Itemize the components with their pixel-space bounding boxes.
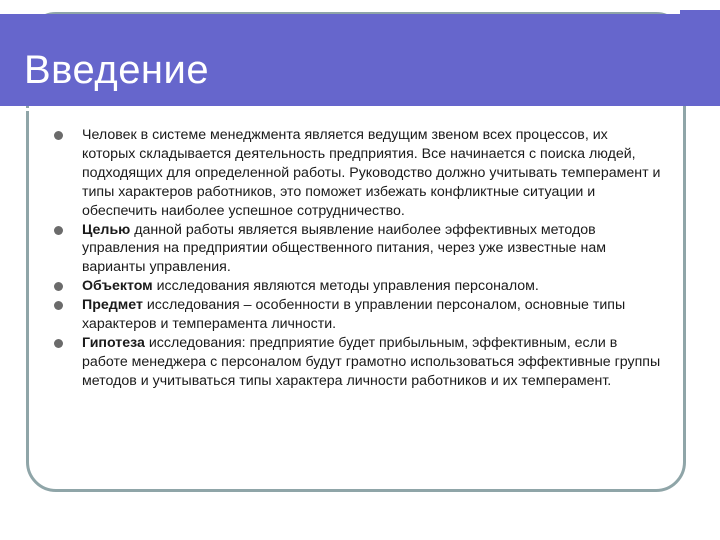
title-bar: [0, 14, 720, 106]
bullet-icon: [54, 226, 63, 235]
item-keyword: Предмет: [82, 297, 143, 314]
bullet-icon: [54, 339, 63, 348]
item-keyword: Объектом: [82, 278, 153, 295]
item-text: исследования: предприятие будет прибыльным, эффективным, если в работе менеджера с персоналом будут грамотно использоваться эффективные группы методов и учитываться типы характера личности работников и их темперамент.: [82, 334, 661, 389]
list-item: [54, 126, 664, 221]
list-item: [54, 277, 664, 296]
item-text: исследования – особенности в управлении персоналом, основные типы характеров и темперамента личности.: [82, 297, 626, 333]
bullet-icon: [54, 131, 63, 140]
item-keyword: Гипотеза: [82, 334, 145, 351]
item-text: исследования являются методы управления персоналом.: [152, 278, 539, 295]
bullet-icon: [54, 301, 63, 310]
slide-title: Введение: [24, 48, 210, 92]
list-item: [54, 334, 664, 391]
bullet-icon: [54, 282, 63, 291]
title-bar-tab: [680, 10, 720, 18]
item-text: данной работы является выявление наиболее эффективных методов управления на предприятии общественного питания, через уже известные нам варианты управления.: [82, 221, 606, 276]
bullet-list: [54, 126, 664, 391]
title-underline: [0, 108, 638, 111]
item-text: Человек в системе менеджмента является ведущим звеном всех процессов, их которых складывается деятельность предприятия. Все начинается с поиска людей, подходящих для определенной работы. Руководство должно учитывать темперамент и типы характеров работников, это поможет избежать конфликтные ситуации и обеспечить наиболее успешное сотрудничество.: [82, 127, 661, 219]
list-item: [54, 221, 664, 278]
list-item: [54, 296, 664, 334]
item-keyword: Целью: [82, 221, 131, 238]
